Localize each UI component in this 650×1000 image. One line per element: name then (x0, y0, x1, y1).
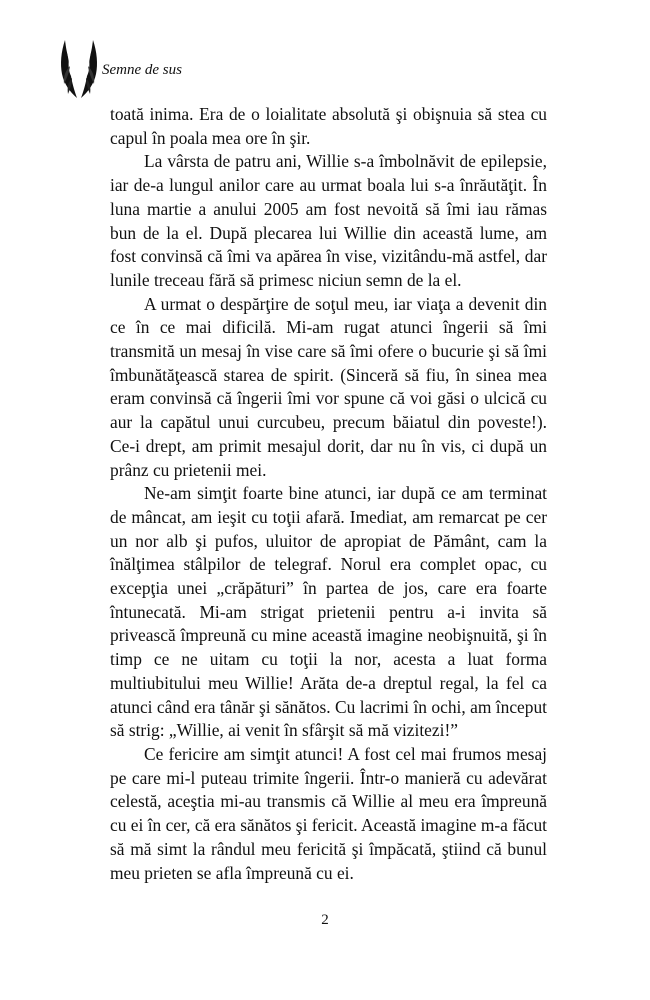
running-title: Semne de sus (102, 62, 182, 78)
running-header (58, 38, 358, 100)
paragraph: Ce fericire am simţit atunci! A fost cel mai frumos mesaj pe care mi-l puteau trimite îngerii. Într-o manieră cu adevărat celestă, aceştia mi-au transmis că Willie al meu era împreună cu ei în cer, că era sănătos şi fericit. Această imagine m-a făcut să mă simt la rândul meu fericită şi împăcată, ştiind că bunul meu prieten se afla împreună cu ei. (110, 743, 547, 883)
paragraph: La vârsta de patru ani, Willie s-a îmbolnăvit de epilepsie, iar de-a lungul anilor care au urmat boala lui s-a înrăutăţit. În luna martie a anului 2005 am fost nevoită să îmi iau rămas bun de la el. După plecarea lui Willie din această lume, am fost convinsă că îmi va apărea în vise, vizitându-mă astfel, dar lunile treceau fără să primesc niciun semn de la el. (110, 151, 547, 290)
angel-wings-icon (58, 38, 100, 100)
paragraph: Ne-am simţit foarte bine atunci, iar după ce am terminat de mâncat, am ieşit cu toţii afară. Imediat, am remarcat pe cer un nor alb şi pufos, uluitor de apropiat de Pământ, cam la înălţimea stâlpilor de telegraf. Norul era complet opac, cu excepţia unei „crăpături” în partea de jos, care era foarte întunecată. Mi-am strigat prietenii pentru a-i invita să privească împreună cu mine această imagine neobişnuită, şi în timp ce ne uitam cu toţii la nor, acesta a luat forma multiubitului meu Willie! Arăta de-a dreptul regal, la fel ca atunci când era tânăr şi sănătos. Cu lacrimi în ochi, am început să strig: „Willie, ai venit în sfârşit să mă vizitezi!” (110, 483, 547, 741)
paragraph: A urmat o despărţire de soţul meu, iar viaţa a devenit din ce în ce mai dificilă. Mi-am rugat atunci îngerii să îmi transmită un mesaj în vise care să îmi ofere o bucurie şi să îmi îmbunătăţească starea de spirit. (Sinceră să fiu, în sinea mea eram convinsă că îngerii îmi vor spune că voi găsi o ulcică cu aur la capătul unui curcubeu, precum băiatul din poveste!). Ce-i drept, am primit mesajul dorit, dar nu în vis, ci după un prânz cu prietenii mei. (110, 293, 547, 480)
body-text (110, 103, 547, 885)
page-number: 2 (321, 912, 329, 928)
paragraph: toată inima. Era de o loialitate absolută şi obişnuia să stea cu capul în poala mea ore în şir. (110, 104, 547, 148)
